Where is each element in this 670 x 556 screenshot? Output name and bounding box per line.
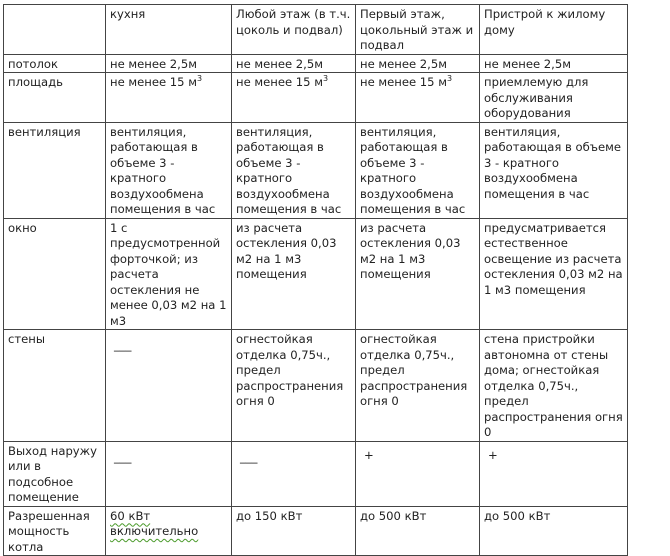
row-label: вентиляция (4, 122, 106, 218)
header-row (4, 5, 628, 55)
header-cell-first-floor: Первый этаж, цокольный этаж и подвал (356, 5, 480, 55)
table-row-boiler-power (4, 506, 628, 556)
plus-mark: + (364, 447, 374, 462)
table-cell (106, 441, 232, 506)
table-cell: приемлемую для обслуживания оборудования (480, 73, 628, 123)
row-label: потолок (4, 54, 106, 73)
table-cell: до 150 кВт (232, 506, 356, 556)
table-cell (106, 506, 232, 556)
table-cell: 1 с предусмотренной форточкой; из расчета остекления не менее 0,03 м2 на 1 м3 (106, 218, 232, 330)
row-label: Разрешенная мощность котла (4, 506, 106, 556)
header-cell-annex: Пристрой к жилому дому (480, 5, 628, 55)
table-row-walls (4, 330, 628, 442)
table-cell (106, 330, 232, 442)
superscript: 3 (197, 74, 203, 83)
table-cell: не менее 2,5м (232, 54, 356, 73)
table-cell: вентиляция, работающая в объеме 3 - кратного воздухообмена помещения в час (480, 122, 628, 218)
row-label: окно (4, 218, 106, 330)
cell-text: не менее 15 м (110, 75, 197, 89)
table-cell (232, 73, 356, 123)
superscript: 3 (323, 74, 329, 83)
table-cell: не менее 2,5м (480, 54, 628, 73)
table-cell (232, 441, 356, 506)
table-cell: до 500 кВт (356, 506, 480, 556)
table-row-window (4, 218, 628, 330)
header-cell-empty (4, 5, 106, 55)
table-cell: вентиляция, работающая в объеме 3 - кратного воздухообмена помещения в час (106, 122, 232, 218)
table-cell: до 500 кВт (480, 506, 628, 556)
header-cell-kitchen: кухня (106, 5, 232, 55)
cell-text: не менее 15 м (236, 75, 323, 89)
table-cell: огнестойкая отделка 0,75ч., предел распространения огня 0 (356, 330, 480, 442)
row-label: Выход наружу или в подсобное помещение (4, 441, 106, 506)
table-cell: не менее 2,5м (106, 54, 232, 73)
table-cell: вентиляция, работающая в объеме 3 - кратного воздухообмена помещения в час (232, 122, 356, 218)
table-row-exit (4, 441, 628, 506)
dash-mark: ___ (114, 338, 132, 352)
dash-mark: ___ (114, 449, 132, 464)
superscript: 3 (447, 74, 453, 83)
row-label: стены (4, 330, 106, 442)
requirements-table (3, 4, 628, 556)
dash-mark: ___ (240, 449, 258, 464)
table-cell: огнестойкая отделка 0,75ч., предел распространения огня 0 (232, 330, 356, 442)
cell-text: не менее 15 м (360, 75, 447, 89)
header-cell-any-floor: Любой этаж (в т.ч. цоколь и подвал) (232, 5, 356, 55)
table-row-ceiling (4, 54, 628, 73)
table-cell: из расчета остекления 0,03 м2 на 1 м3 помещения (356, 218, 480, 330)
table-cell: вентиляция, работающая в объеме 3 - кратного воздухообмена помещения в час (356, 122, 480, 218)
table-cell: из расчета остекления 0,03 м2 на 1 м3 помещения (232, 218, 356, 330)
table-cell: стена пристройки автономна от стены дома; огнестойкая отделка 0,75ч., предел распространения огня 0 (480, 330, 628, 442)
table-cell: не менее 2,5м (356, 54, 480, 73)
table-cell: предусматривается естественное освещение из расчета остекления 0,03 м2 на 1 м3 помещения (480, 218, 628, 330)
table-cell (480, 441, 628, 506)
plus-mark: + (488, 447, 498, 462)
row-label: площадь (4, 73, 106, 123)
table-row-ventilation (4, 122, 628, 218)
cell-text: 60 кВт включительно (110, 508, 199, 538)
table-cell (356, 73, 480, 123)
table-cell (356, 441, 480, 506)
table-row-area (4, 73, 628, 123)
table-cell (106, 73, 232, 123)
